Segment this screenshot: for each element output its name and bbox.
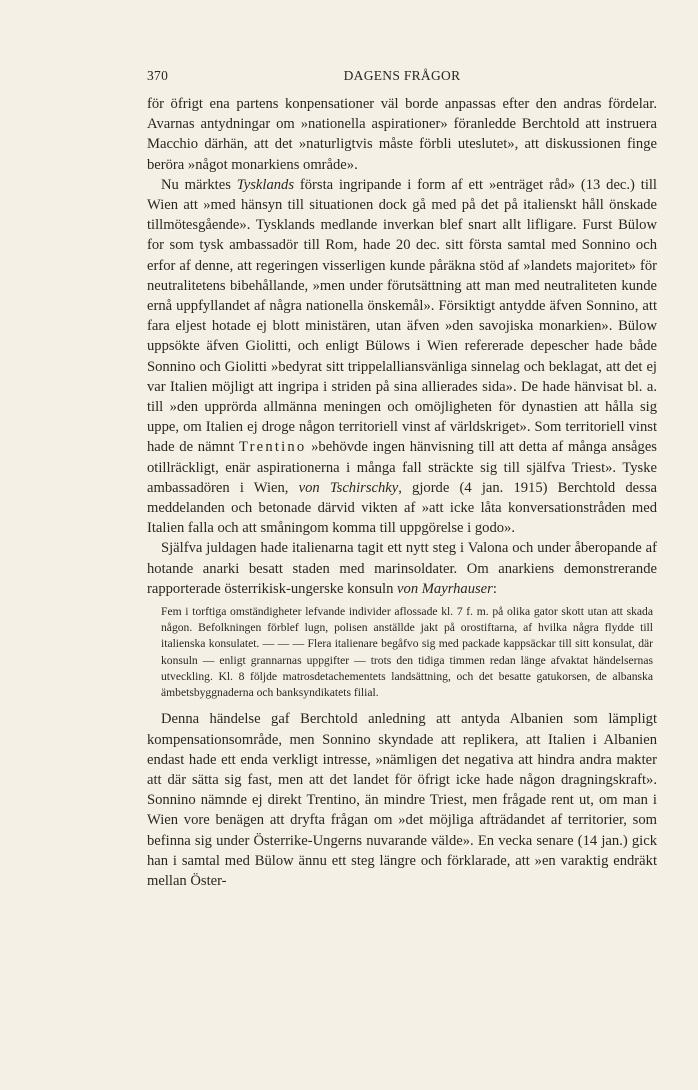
- body-text-continued: [147, 709, 657, 891]
- paragraph-3: Själfva juldagen hade italienarna tagit ett nytt steg i Valona och under åberopande af hotande anarki besatt staden med marinsoldater. Om anarkiens demonstrerande rapporterade österrikisk-ungerske konsuln von Mayrhauser:: [147, 540, 657, 597]
- paragraph-1: för öfrigt ena partens konpensationer väl borde anpassas efter den andras fördelar. Avarnas antydningar om »nationella aspirationer» föranledde Berchtold att instruera Macchio därhän, att det »naturligtvis måste förbli uteslutet», att diskussionen finge beröra »något monarkiens område».: [147, 96, 657, 173]
- page-number: 370: [147, 68, 169, 83]
- running-title: DAGENS FRÅGOR: [343, 68, 461, 83]
- spaced-trentino: Trentino: [239, 439, 307, 456]
- emphasis-von-tschirschky: von Tschirschky: [298, 479, 399, 496]
- running-header: [147, 68, 657, 90]
- paragraph-2: Nu märktes Tysklands första ingripande i form af ett »enträget råd» (13 dec.) till Wien att »med hänsyn till situationen dock gå med på det på italienskt håll önskade tillmötesgående». Tysklands medlande inverkan blef snart allt lifligare. Furst Bülow for som tysk ambassadör till Rom, hade 20 dec. sitt första samtal med Sonnino och erfor af denne, att regeringen visserligen kunde påräkna stöd af »landets majoritet» för neutralitetens bibehållande, »men under förutsättning att man med neutraliteten kunde ernå uppfyllandet af några nationella önskemål». Försiktigt antydde äfven Sonnino, att fara eljest hotade ej blott ministären, utan äfven »den savojiska monarkien». Bülow uppsökte äfven Giolitti, och enligt Bülows i Wien refererade depescher hade både Sonnino och Giolitti »bedyrat sitt trippelalliansvänliga sinnelag och beklagat, att det ej var Italien möjligt att ingripa i striden på sina allierades sida». De hade hänvisat bl. a. till »den upprörda allmänna meningen och omöjligheten för dynastien att hålla sig uppe, om Italien ej droge någon territoriell vinst af världskriget». Som territoriell vinst hade de nämnt Trentino »behövde ingen hänvisning till att detta af många ansåges otillräckligt, enär aspirationerna i många fall sträckte sig till själfva Triest». Tyske ambassadören i Wien, von Tschirschky, gjorde (4 jan. 1915) Berchtold dessa meddelanden och betonade därvid vikten af »att icke låta konversationstråden med Italien falla och att småningom komma till uppgörelse i godo».: [147, 176, 657, 537]
- emphasis-von-mayrhauser: von Mayrhauser: [397, 580, 493, 597]
- paragraph-4: Denna händelse gaf Berchtold anledning att antyda Albanien som lämpligt kompensationsområde, men Sonnino skyndade att replikera, att Italien i Albanien endast hade ett enda verkligt intresse, »nämligen det negativa att hindra andra makter att där sätta sig fast, men att det landet för öfrigt icke hade någon dragningskraft». Sonnino nämnde ej direkt Trentino, än mindre Triest, men frågade rent ut, om man i Wien vore benägen att dryfta frågan om »det möjliga afträdandet af territorier, som befinna sig under Österrike-Ungerns nuvarande välde». En vecka senare (14 jan.) gick han i samtal med Bülow ännu ett steg längre och förklarade, att »en varaktig endräkt mellan Öster-: [147, 711, 657, 889]
- block-quote: [161, 604, 653, 701]
- emphasis-tysklands: Tysklands: [236, 176, 295, 193]
- body-text: [147, 94, 657, 599]
- quote-paragraph: Fem i torftiga omständigheter lefvande individer aflossade kl. 7 f. m. på olika gator skott utan att skada någon. Befolkningen förblef lugn, polisen anställde jakt på orostiftarna, af hvilka några flydde till italienska konsulatet. — — — Flera italienare begåfvo sig med packade kappsäckar till sitt konsulat, där konsuln — enligt grannarnas uppgifter — trots den tidiga timmen redan länge afvaktat händelsernas utveckling. Kl. 8 följde matrosdetachementets landsättning, och det besatte gatukorsen, de albanska ämbetsbyggnaderna och banksyndikatets filial.: [161, 605, 653, 700]
